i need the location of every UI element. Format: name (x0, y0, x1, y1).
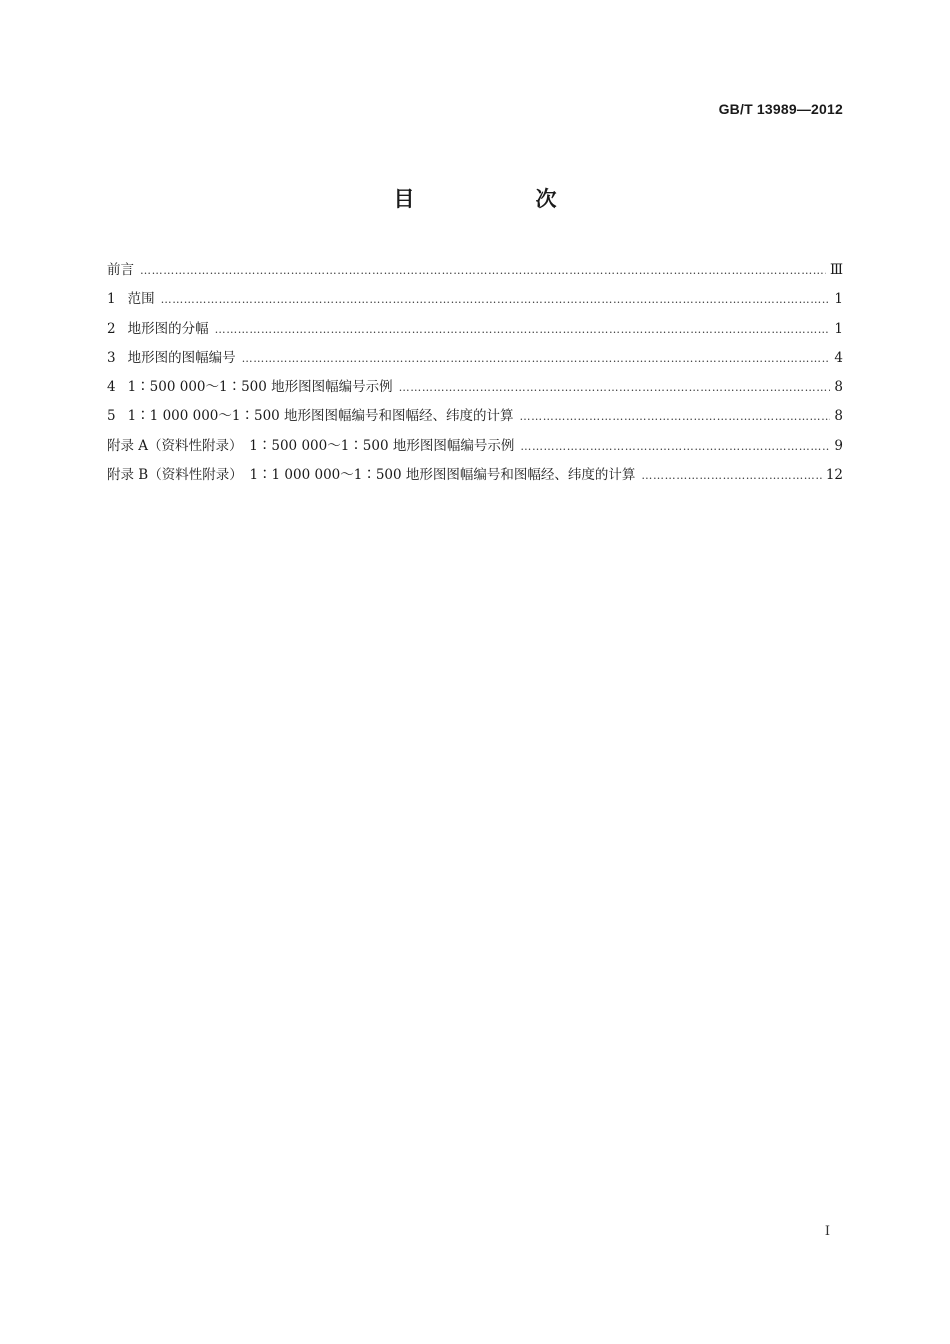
toc-entry-page: 4 (834, 349, 843, 366)
toc-entry-page: 1 (834, 320, 843, 337)
toc-entry-number: 3 (107, 349, 116, 366)
toc-entry-number: 1 (107, 291, 116, 308)
standard-code: GB/T 13989—2012 (718, 101, 843, 117)
toc-entry-number: 2 (107, 320, 116, 337)
toc-entry-page: 12 (825, 467, 843, 484)
toc-entry-page: 8 (834, 408, 843, 425)
toc-entry-label (107, 291, 161, 307)
toc-dot-leader (161, 292, 831, 308)
toc-entry-text: 1∶1 000 000～1∶500 地形图图幅编号和图幅经、纬度的计算 (127, 408, 514, 425)
table-of-contents (107, 262, 843, 496)
toc-dot-leader (242, 351, 831, 367)
toc-entry-page: 1 (834, 291, 843, 308)
toc-entry-5[interactable] (107, 408, 843, 437)
toc-entry-label: 附录 A（资料性附录） 1∶500 000～1∶500 地形图图幅编号示例 (107, 437, 515, 454)
toc-dot-leader (215, 322, 831, 338)
toc-entry-text: 范围 (127, 291, 155, 308)
toc-entry-label (107, 408, 520, 424)
toc-entry-label (107, 321, 215, 337)
toc-entry-text: 地形图的图幅编号 (127, 349, 236, 366)
toc-entry-label: 附录 B（资料性附录） 1∶1 000 000～1∶500 地形图图幅编号和图幅经、纬度的计算 (107, 467, 636, 484)
toc-entry-1[interactable] (107, 291, 843, 320)
page-number: Ⅰ (824, 1224, 830, 1239)
toc-entry-page: 9 (834, 437, 843, 454)
toc-entry-number: 4 (107, 379, 116, 396)
toc-dot-leader (140, 263, 826, 279)
toc-dot-leader (399, 380, 831, 396)
toc-dot-leader (520, 439, 830, 455)
toc-entry-text: 1∶500 000～1∶500 地形图图幅编号示例 (127, 379, 393, 396)
toc-entry-page: 8 (834, 379, 843, 396)
toc-entry-foreword[interactable] (107, 262, 843, 291)
toc-entry-3[interactable] (107, 350, 843, 379)
toc-entry-label (107, 350, 242, 366)
toc-entry-number: 5 (107, 408, 116, 425)
toc-entry-label: 前言 (107, 262, 134, 278)
toc-title: 目 次 (393, 187, 607, 211)
toc-entry-4[interactable] (107, 379, 843, 408)
toc-entry-page: Ⅲ (829, 262, 843, 278)
toc-entry-2[interactable] (107, 321, 843, 350)
toc-entry-label (107, 379, 399, 395)
toc-entry-appendix-b[interactable] (107, 467, 843, 496)
toc-dot-leader (520, 409, 831, 425)
toc-dot-leader (641, 468, 821, 484)
toc-entry-text: 地形图的分幅 (127, 320, 209, 337)
toc-entry-appendix-a[interactable] (107, 438, 843, 467)
